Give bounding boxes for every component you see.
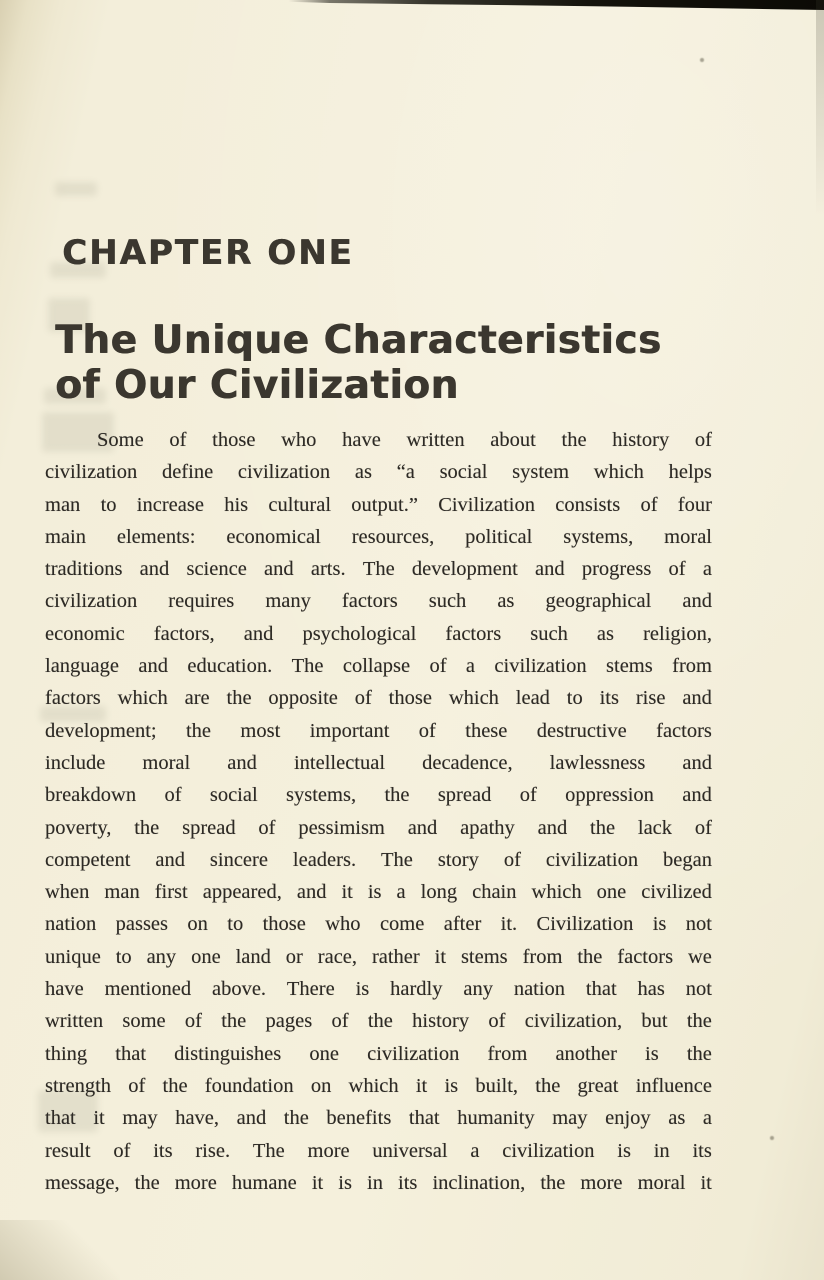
body-line: written some of the pages of the history of civilization, but the	[45, 1010, 712, 1033]
body-line: traditions and science and arts. The development and progress of a	[45, 558, 712, 581]
body-text	[45, 429, 712, 1204]
scanner-edge-shadow-top	[0, 0, 824, 10]
chapter-label: CHAPTER ONE	[62, 233, 354, 273]
scanner-edge-shadow-right	[816, 0, 824, 240]
body-line: message, the more humane it is in its inclination, the more moral it	[45, 1171, 712, 1194]
chapter-title-line-1: The Unique Characteristics	[55, 318, 662, 363]
body-line: Some of those who have written about the history of	[97, 429, 712, 451]
chapter-title-line-2: of Our Civilization	[55, 363, 459, 408]
body-line: competent and sincere leaders. The story of civilization began	[45, 848, 712, 871]
body-line: language and education. The collapse of a civilization stems from	[45, 655, 712, 678]
body-line: strength of the foundation on which it is built, the great influence	[45, 1074, 712, 1097]
body-line: main elements: economical resources, political systems, moral	[45, 525, 712, 548]
body-line: that it may have, and the benefits that humanity may enjoy as a	[45, 1107, 712, 1130]
body-line: breakdown of social systems, the spread of oppression and	[45, 784, 712, 807]
body-line: result of its rise. The more universal a civilization is in its	[45, 1139, 712, 1162]
body-line: when man first appeared, and it is a long chain which one civilized	[45, 881, 712, 904]
body-line: unique to any one land or race, rather it stems from the factors we	[45, 945, 712, 968]
body-line: civilization requires many factors such as geographical and	[45, 590, 712, 613]
body-line: nation passes on to those who come after it. Civilization is not	[45, 913, 712, 936]
chapter-title	[55, 318, 662, 408]
body-line: thing that distinguishes one civilization from another is the	[45, 1042, 712, 1065]
page-corner-shading	[0, 1220, 120, 1280]
body-line: factors which are the opposite of those which lead to its rise and	[45, 687, 712, 710]
scan-speck	[700, 58, 704, 62]
body-line: economic factors, and psychological factors such as religion,	[45, 622, 712, 645]
body-line: civilization define civilization as “a social system which helps	[45, 461, 712, 484]
scan-speck	[770, 1136, 774, 1140]
body-line: have mentioned above. There is hardly any nation that has not	[45, 978, 712, 1001]
body-line: development; the most important of these destructive factors	[45, 719, 712, 742]
bleed-through-mark	[55, 182, 97, 196]
body-line: poverty, the spread of pessimism and apathy and the lack of	[45, 816, 712, 839]
body-line: man to increase his cultural output.” Civilization consists of four	[45, 493, 712, 516]
body-line: include moral and intellectual decadence, lawlessness and	[45, 751, 712, 774]
